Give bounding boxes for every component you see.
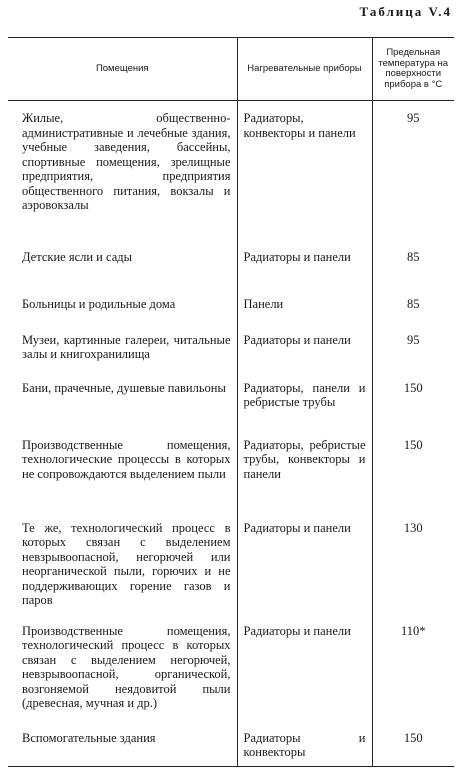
devices-cell: Радиаторы и панели bbox=[243, 520, 351, 535]
table-header-row bbox=[8, 38, 454, 101]
temperature-cell: 150 bbox=[403, 437, 423, 452]
temperature-cell: 85 bbox=[407, 249, 420, 264]
heating-devices-table bbox=[8, 37, 454, 767]
room-cell: Вспомогательные здания bbox=[22, 730, 156, 745]
temperature-cell: 150 bbox=[403, 730, 423, 745]
table-row bbox=[8, 323, 454, 371]
room-cell: Музеи, картинные галереи, читальные залы и книгохранилища bbox=[22, 332, 231, 361]
temperature-cell: 110* bbox=[400, 623, 426, 638]
column-header-room: Помещения bbox=[8, 38, 237, 101]
devices-cell: Радиаторы, панели и ребристые трубы bbox=[243, 380, 366, 409]
devices-cell: Панели bbox=[243, 296, 284, 311]
temperature-cell: 95 bbox=[407, 332, 420, 347]
devices-cell: Радиаторы и панели bbox=[243, 249, 351, 264]
table-caption: Таблица V.4 bbox=[359, 4, 452, 19]
devices-cell: Радиаторы и панели bbox=[243, 623, 351, 638]
room-cell: Жилые, общественно-административные и лечебные здания, учебные заведения, бассейны, спортивные помещения, зрелищные предприятия, предприятия общественного питания, вокзалы и аэровокзалы bbox=[22, 111, 231, 212]
table-row bbox=[8, 101, 454, 240]
devices-cell: Радиаторы и конвекторы bbox=[243, 730, 366, 759]
devices-cell: Радиаторы и панели bbox=[243, 332, 351, 347]
table-row bbox=[8, 511, 454, 614]
room-cell: Детские ясли и сады bbox=[22, 249, 132, 264]
temperature-cell: 150 bbox=[403, 380, 423, 395]
table-row bbox=[8, 428, 454, 511]
devices-cell: Радиаторы, конвекторы и панели bbox=[243, 111, 356, 140]
temperature-cell: 85 bbox=[407, 296, 420, 311]
table-row bbox=[8, 240, 454, 287]
table-row bbox=[8, 287, 454, 323]
room-cell: Бани, прачечные, душевые павильоны bbox=[22, 380, 226, 395]
table-row bbox=[8, 721, 454, 767]
room-cell: Производственные помещения, технологические процессы в которых не сопровождаются выделением пыли bbox=[22, 437, 231, 481]
room-cell: Те же, технологический процесс в которых связан с выделением невзрывоопасной, негорючей или неорганической пыли, горючих и не поддерживающих горение газов и паров bbox=[22, 520, 231, 607]
column-header-devices: Нагревательные приборы bbox=[237, 38, 372, 101]
column-header-temperature: Предельная температура на поверхности прибора в °С bbox=[372, 38, 454, 101]
temperature-cell: 130 bbox=[403, 520, 423, 535]
table-row bbox=[8, 614, 454, 721]
room-cell: Больницы и родильные дома bbox=[22, 296, 176, 311]
temperature-cell: 95 bbox=[407, 111, 420, 125]
room-cell: Производственные помещения, технологический процесс в которых связан с выделением негорючей, невзрывоопасной, органической, возгоняемой неядовитой пыли (древесная, мучная и др.) bbox=[22, 623, 231, 710]
table-row bbox=[8, 371, 454, 428]
devices-cell: Радиаторы, ребристые трубы, конвекторы и панели bbox=[243, 437, 366, 481]
